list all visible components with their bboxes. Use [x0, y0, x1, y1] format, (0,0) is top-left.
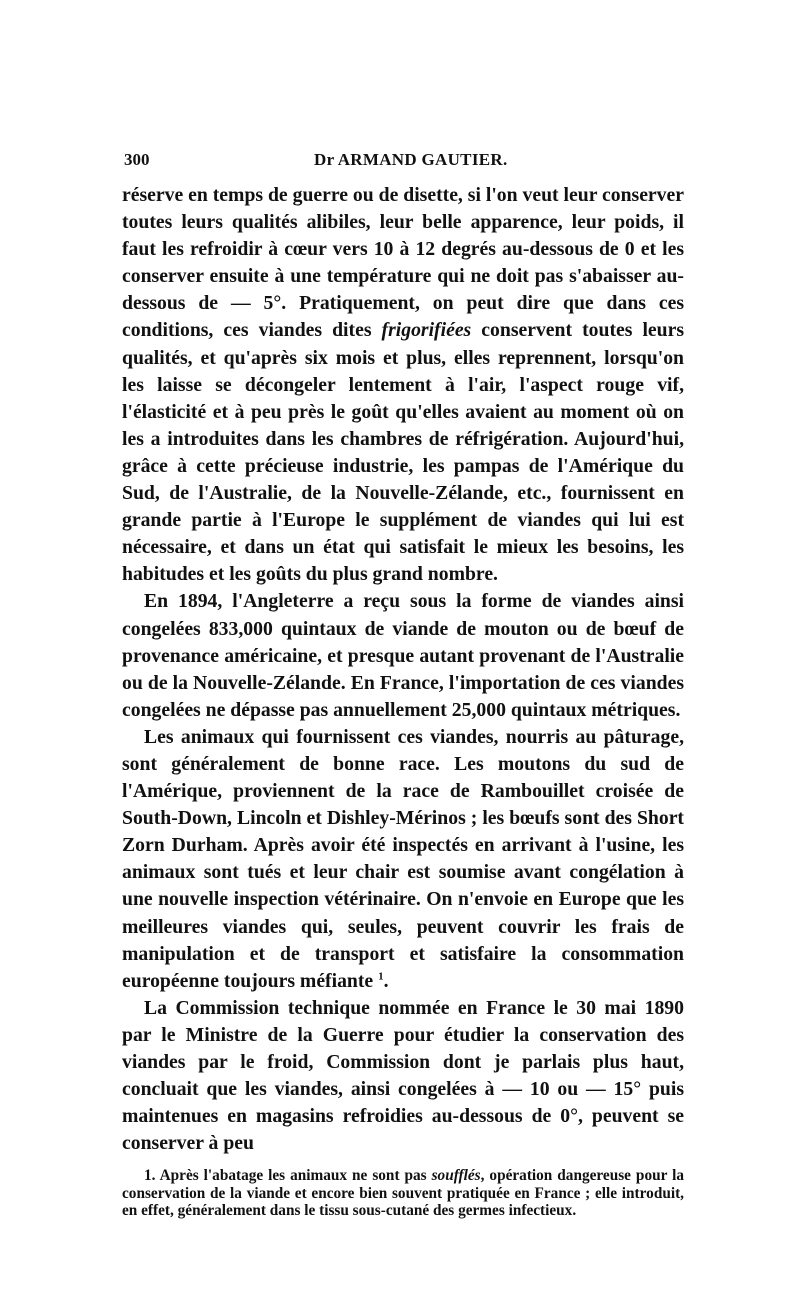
running-title: Dr ARMAND GAUTIER.: [314, 150, 508, 169]
footnote-italic-term: soufflés: [431, 1167, 481, 1185]
italic-term: frigorifiées: [381, 319, 472, 342]
paragraph-2: En 1894, l'Angleterre a reçu sous la forme de viandes ainsi congelées 833,000 quintaux de viande de mouton ou de bœuf de provenance américaine, et presque autant provenant de l'Australie ou de la Nouvelle-Zélande. En France, l'importation de ces viandes congelées ne dépasse pas annuellement 25,000 quintaux métriques.: [122, 590, 684, 721]
footnote-marker: 1: [378, 970, 384, 983]
footnote-1: 1. Après l'abatage les animaux ne sont pas soufflés, opération dangereuse pour la conservation de la viande et encore bien souvent pratiquée en France ; elle introduit, en effet, généralement dans le tissu sous-cutané des germes infectieux.: [122, 1167, 684, 1219]
paragraph-1: réserve en temps de guerre ou de disette, si l'on veut leur conserver toutes leurs qualités alibiles, leur belle apparence, leur poids, il faut les refroidir à cœur vers 10 à 12 degrés au-dessous de 0 et les conserver ensuite à une température qui ne doit pas s'abaisser au-dessous de — 5°. Pratiquement, on peut dire que dans ces conditions, ces viandes dites frigorifiées conservent toutes leurs qualités, et qu'après six mois et plus, elles reprennent, lorsqu'on les laisse se décongeler lentement à l'air, l'aspect rouge vif, l'élasticité et à peu près le goût qu'elles avaient au moment où on les a introduites dans les chambres de réfrigération. Aujourd'hui, grâce à cette précieuse industrie, les pampas de l'Amérique du Sud, de l'Australie, de la Nouvelle-Zélande, etc., fournissent en grande partie à l'Europe le supplément de viandes qui lui est nécessaire, et dans un état qui satisfait le mieux les besoins, les habitudes et les goûts du plus grand nombre.: [122, 184, 685, 586]
paragraph-3: Les animaux qui fournissent ces viandes, nourris au pâturage, sont généralement de bonne race. Les moutons du sud de l'Amérique, proviennent de la race de Rambouillet croisée de South-Down, Lincoln et Dishley-Mérinos ; les bœufs sont des Short Zorn Durham. Après avoir été inspectés en arrivant à l'usine, les animaux sont tués et leur chair est soumise avant congélation à une nouvelle inspection vétérinaire. On n'envoie en Europe que les meilleures viandes qui, seules, peuvent couvrir les frais de manipulation et de transport et satisfaire la consommation européenne toujours méfiante $^1$.: [122, 725, 684, 992]
running-head: [122, 150, 684, 174]
paragraph-4: La Commission technique nommée en France le 30 mai 1890 par le Ministre de la Guerre pour étudier la conservation des viandes par le froid, Commission dont je parlais plus haut, concluait que les viandes, ainsi congelées à — 10 ou — 15° puis maintenues en magasins refroidies au-dessous de 0°, peuvent se conserver à peu: [122, 996, 684, 1155]
body-text: [122, 182, 684, 1157]
footnotes: [122, 1167, 684, 1219]
page-number: 300: [124, 150, 150, 169]
book-page: [122, 150, 684, 1219]
